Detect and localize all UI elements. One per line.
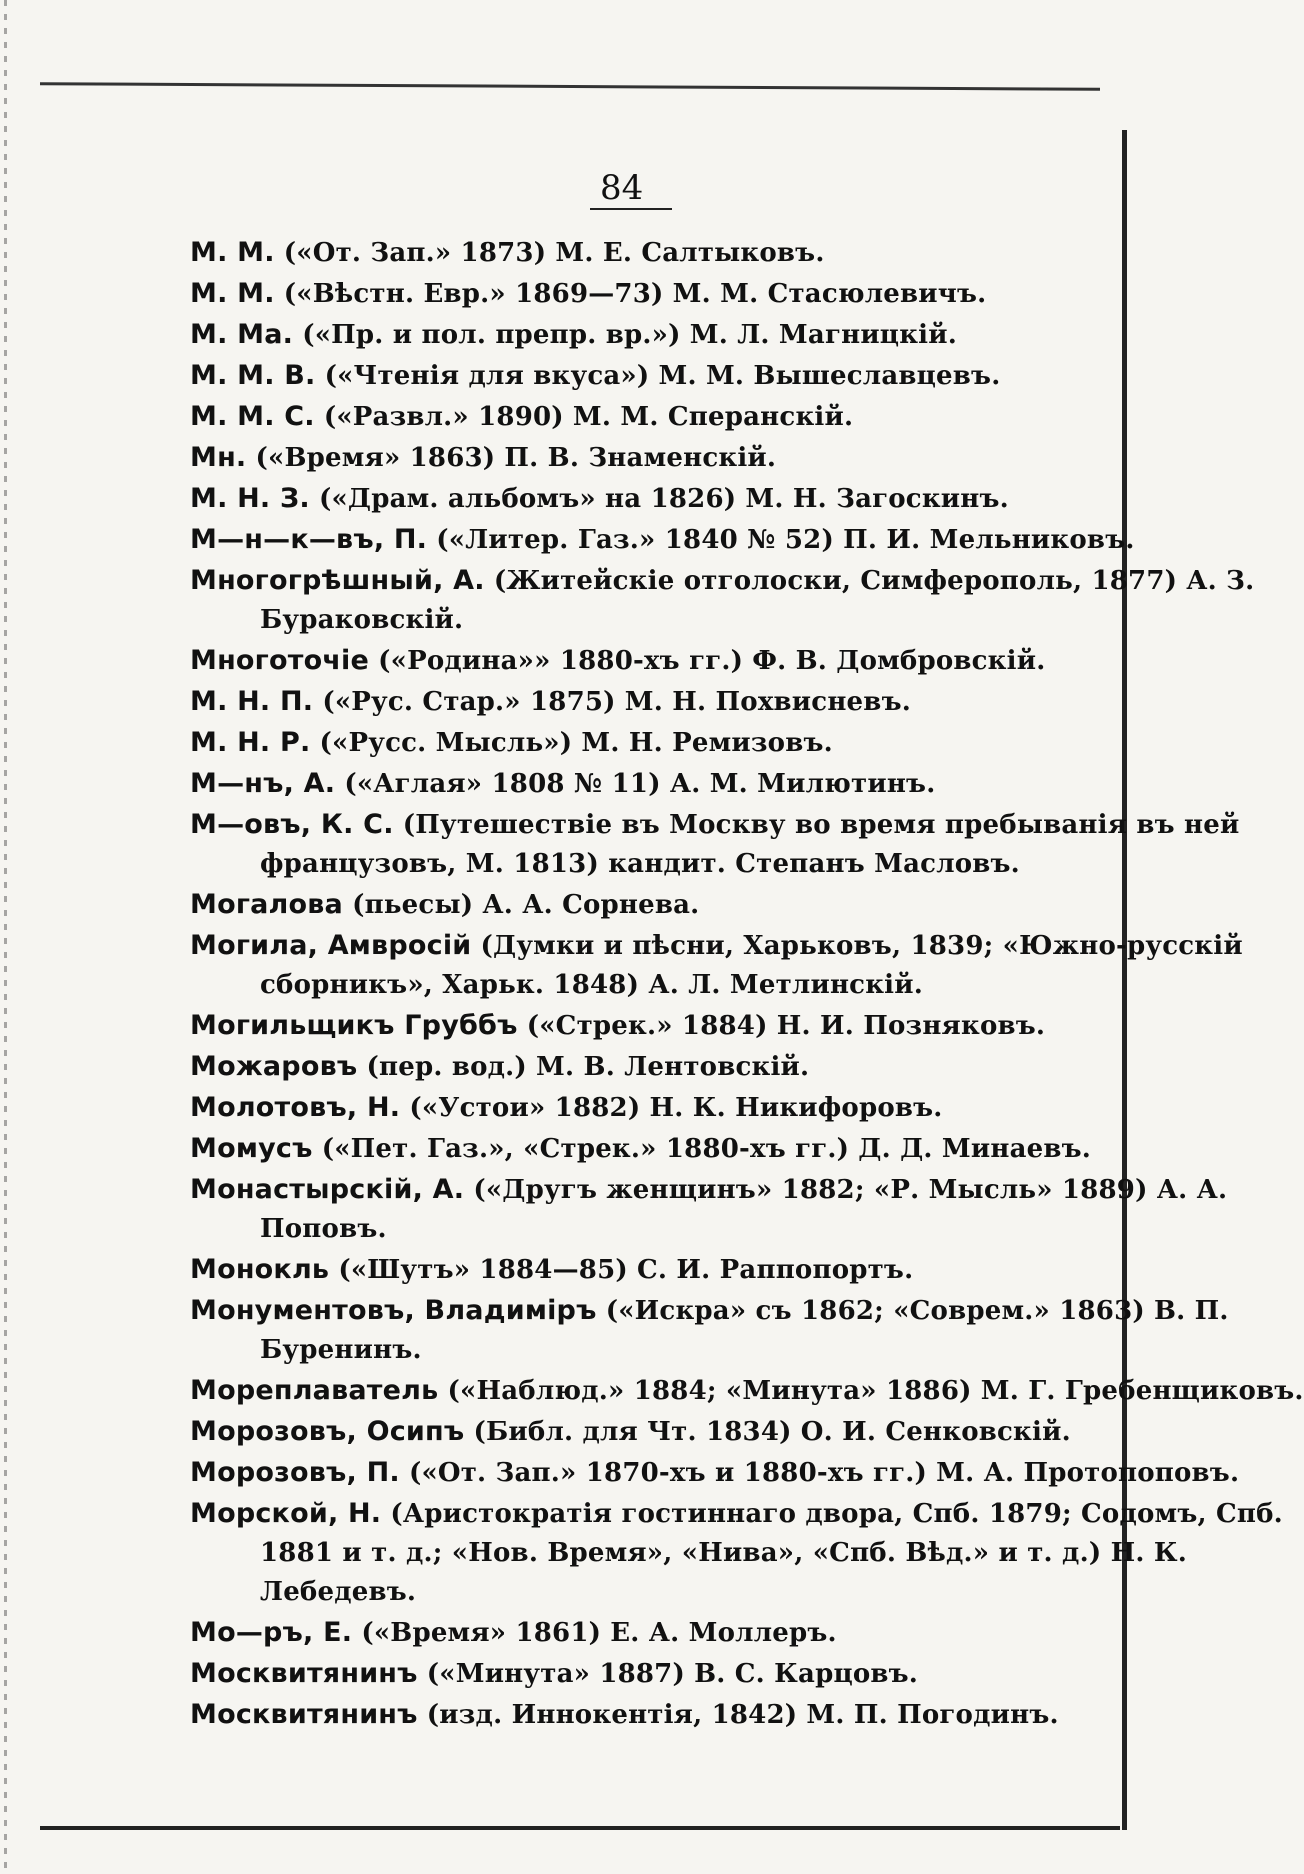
list-item: [190, 355, 1090, 396]
entry-pseudonym: Могильщикъ Груббъ: [190, 1010, 518, 1041]
entry-author: М. В. Лентовскій.: [536, 1052, 810, 1082]
entry-source: (пьесы): [352, 890, 474, 920]
entry-continuation: Лебедевъ.: [260, 1577, 417, 1607]
entry-source: («Стрек.» 1884): [526, 1011, 768, 1041]
page-edge-right: [1122, 130, 1127, 1830]
entry-author: М. П. Погодинъ.: [806, 1700, 1059, 1730]
list-item: [190, 437, 1090, 478]
top-rule: [40, 82, 1100, 91]
entry-author: Д. Д. Минаевъ.: [858, 1134, 1092, 1164]
list-item: [190, 763, 1090, 804]
entry-source: (Житейскіе отголоски, Симферополь, 1877): [493, 566, 1178, 596]
list-item: [190, 1612, 1090, 1653]
entry-source: (Думки и пѣсни, Харьковъ, 1839; «Южно-русскій: [480, 931, 1243, 961]
entry-source: («Пет. Газ.», «Стрек.» 1880-хъ гг.): [321, 1134, 850, 1164]
entry-pseudonym: Монументовъ, Владиміръ: [190, 1295, 597, 1326]
list-item: [190, 1128, 1090, 1169]
page-number-underline: [590, 208, 672, 210]
entry-author: Н. К. Никифоровъ.: [649, 1093, 943, 1123]
entry-author: П. В. Знаменскій.: [504, 443, 777, 473]
entry-source: («Рус. Стар.» 1875): [322, 687, 616, 717]
entry-source: («Развл.» 1890): [323, 402, 564, 432]
entry-author: А. А.: [1156, 1175, 1228, 1205]
list-item: [190, 925, 1243, 1005]
entry-pseudonym: Молотовъ, Н.: [190, 1092, 401, 1123]
page-edge-left: [4, 0, 7, 1874]
pseudonym-list: [190, 232, 1304, 1735]
entry-author: А. А. Сорнева.: [482, 890, 700, 920]
list-item: [190, 1249, 1090, 1290]
list-item: [190, 722, 1090, 763]
entry-source: («Устои» 1882): [409, 1093, 641, 1123]
entry-author: А. М. Милютинъ.: [669, 769, 936, 799]
entry-source: («Другъ женщинъ» 1882; «Р. Мысль» 1889): [473, 1175, 1148, 1205]
entry-source: («Минута» 1887): [426, 1659, 685, 1689]
entry-source: (Путешествіе въ Москву во время пребыванія въ ней: [402, 810, 1240, 840]
entry-author: М. Е. Салтыковъ.: [555, 238, 825, 268]
list-item: [190, 232, 1090, 273]
entry-author: М. М. Вышеславцевъ.: [658, 361, 1001, 391]
entry-source: («Искра» съ 1862; «Соврем.» 1863): [605, 1296, 1145, 1326]
entry-author: Е. А. Моллеръ.: [610, 1618, 837, 1648]
entry-source: («Пр. и пол. препр. вр.»): [302, 320, 681, 350]
entry-pseudonym: Морозовъ, П.: [190, 1457, 400, 1488]
entry-pseudonym: Мореплаватель: [190, 1375, 439, 1406]
entry-source: (изд. Иннокентія, 1842): [426, 1700, 798, 1730]
entry-author: М. Л. Магницкій.: [689, 320, 957, 350]
entry-author: М. Н. Похвисневъ.: [624, 687, 911, 717]
entry-source: («Вѣстн. Евр.» 1869—73): [283, 279, 664, 309]
entry-author: В. П.: [1153, 1296, 1229, 1326]
list-item: [190, 681, 1090, 722]
entry-source: («Аглая» 1808 № 11): [344, 769, 661, 799]
list-item: [190, 273, 1090, 314]
list-item: [190, 560, 1255, 640]
entry-pseudonym: Мн.: [190, 442, 247, 473]
entry-source: (Библ. для Чт. 1834): [473, 1417, 792, 1447]
entry-pseudonym: Многоточіе: [190, 645, 370, 676]
entry-continuation: 1881 и т. д.; «Нов. Время», «Нива», «Спб. Вѣд.» и т. д.) Н. К.: [260, 1538, 1187, 1568]
entry-author: Н. И. Позняковъ.: [776, 1011, 1046, 1041]
list-item: [190, 1005, 1090, 1046]
entry-author: С. И. Раппопортъ.: [637, 1255, 914, 1285]
entry-source: («Родина»» 1880-хъ гг.): [378, 646, 744, 676]
list-item: [190, 640, 1090, 681]
entry-pseudonym: Москвитянинъ: [190, 1699, 418, 1730]
entry-author: П. И. Мельниковъ.: [843, 525, 1135, 555]
list-item: [190, 1087, 1090, 1128]
entry-pseudonym: М. Ма.: [190, 319, 294, 350]
entry-source: (Аристократія гостиннаго двора, Спб. 1879; Содомъ, Спб.: [390, 1499, 1283, 1529]
entry-source: («Время» 1861): [361, 1618, 602, 1648]
list-item: [190, 1290, 1229, 1370]
entry-pseudonym: М. М. С.: [190, 401, 315, 432]
entry-source: («От. Зап.» 1873): [283, 238, 547, 268]
entry-pseudonym: Морской, Н.: [190, 1498, 382, 1529]
list-item: [190, 1046, 1090, 1087]
list-item: [190, 1653, 1090, 1694]
list-item: [190, 1370, 1304, 1411]
entry-pseudonym: Момусъ: [190, 1133, 313, 1164]
entry-author: М. М. Сперанскій.: [572, 402, 854, 432]
entry-pseudonym: Морозовъ, Осипъ: [190, 1416, 465, 1447]
entry-source: («Время» 1863): [255, 443, 496, 473]
list-item: [190, 1169, 1228, 1249]
entry-continuation: сборникъ», Харьк. 1848) А. Л. Метлинскій.: [260, 970, 923, 1000]
entry-pseudonym: М. М.: [190, 237, 275, 268]
entry-author: М. Н. Загоскинъ.: [745, 484, 1009, 514]
entry-pseudonym: М—овъ, К. С.: [190, 809, 394, 840]
list-item: [190, 1452, 1240, 1493]
entry-pseudonym: Монокль: [190, 1254, 330, 1285]
entry-pseudonym: М. М.: [190, 278, 275, 309]
entry-pseudonym: М. Н. З.: [190, 483, 310, 514]
entry-pseudonym: Могалова: [190, 889, 343, 920]
entry-pseudonym: Могила, Амвросій: [190, 930, 472, 961]
entry-source: («Наблюд.» 1884; «Минута» 1886): [447, 1376, 972, 1406]
entry-author: В. С. Карцовъ.: [694, 1659, 919, 1689]
entry-pseudonym: М. Н. П.: [190, 686, 314, 717]
list-item: [190, 478, 1090, 519]
entry-author: О. И. Сенковскій.: [800, 1417, 1071, 1447]
entry-continuation: Буренинъ.: [260, 1335, 422, 1365]
list-item: [190, 396, 1090, 437]
entry-pseudonym: Москвитянинъ: [190, 1658, 418, 1689]
entry-pseudonym: Мо—ръ, Е.: [190, 1617, 353, 1648]
entry-continuation: Поповъ.: [260, 1214, 387, 1244]
entry-author: М. А. Протопоповъ.: [936, 1458, 1240, 1488]
list-item: [190, 519, 1135, 560]
entry-pseudonym: М. М. В.: [190, 360, 316, 391]
entry-source: («Шутъ» 1884—85): [338, 1255, 628, 1285]
entry-pseudonym: Многогрѣшный, А.: [190, 565, 485, 596]
entry-pseudonym: Можаровъ: [190, 1051, 358, 1082]
entry-source: («От. Зап.» 1870-хъ и 1880-хъ гг.): [408, 1458, 927, 1488]
entry-author: М. Н. Ремизовъ.: [581, 728, 833, 758]
list-item: [190, 804, 1240, 884]
entry-author: М. М. Стасюлевичъ.: [672, 279, 987, 309]
entry-author: М. Г. Гребенщиковъ.: [980, 1376, 1304, 1406]
entry-source: («Литер. Газ.» 1840 № 52): [436, 525, 834, 555]
entry-author: А. З.: [1186, 566, 1255, 596]
list-item: [190, 1493, 1283, 1612]
entry-continuation: французовъ, М. 1813) кандит. Степанъ Масловъ.: [260, 849, 1020, 879]
entry-pseudonym: М—н—к—въ, П.: [190, 524, 428, 555]
list-item: [190, 1411, 1090, 1452]
entry-source: («Драм. альбомъ» на 1826): [318, 484, 737, 514]
entry-pseudonym: М. Н. Р.: [190, 727, 311, 758]
list-item: [190, 314, 1090, 355]
page-number: 84: [600, 168, 644, 208]
entry-source: (пер. вод.): [366, 1052, 527, 1082]
list-item: [190, 884, 1090, 925]
entry-pseudonym: Монастырскій, А.: [190, 1174, 465, 1205]
entry-continuation: Бураковскій.: [260, 605, 464, 635]
entry-pseudonym: М—нъ, А.: [190, 768, 336, 799]
entry-source: («Русс. Мысль»): [319, 728, 573, 758]
bottom-rule: [40, 1826, 1120, 1830]
entry-author: Ф. В. Домбровскій.: [752, 646, 1046, 676]
entry-source: («Чтенія для вкуса»): [324, 361, 650, 391]
list-item: [190, 1694, 1090, 1735]
